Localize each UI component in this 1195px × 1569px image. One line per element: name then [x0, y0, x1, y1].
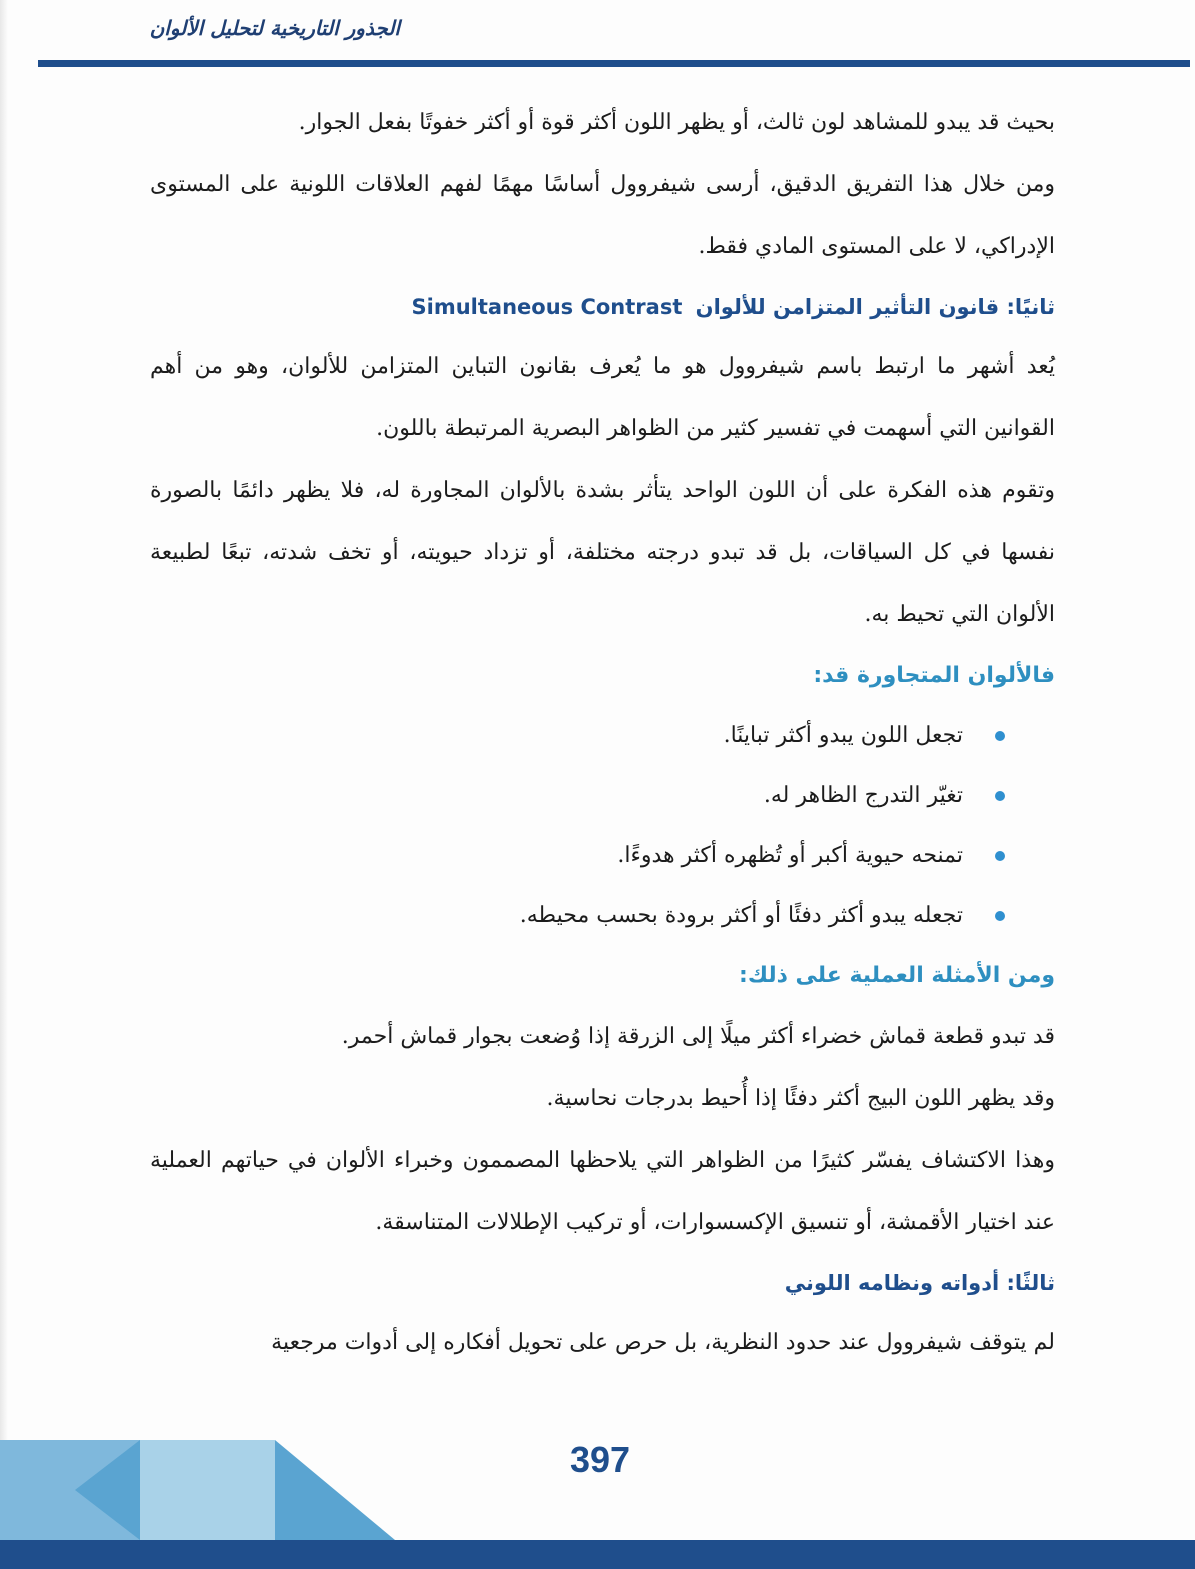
section-heading-3: ثالثًا: أدواته ونظامه اللوني	[784, 1271, 1055, 1295]
paragraph: قد تبدو قطعة قماش خضراء أكثر ميلًا إلى الزرقة إذا وُضعت بجوار قماش أحمر.	[341, 1024, 1055, 1049]
bullet-dot-icon	[995, 851, 1005, 861]
list-item-text: تمنحه حيوية أكبر أو تُظهره أكثر هدوءًا.	[617, 843, 963, 868]
list-item	[150, 706, 1055, 766]
section-heading-2-arabic: ثانيًا: قانون التأثير المتزامن للألوان	[695, 295, 1055, 319]
page-number: 397	[569, 1439, 631, 1480]
section-heading-2-english: Simultaneous Contrast	[411, 295, 683, 319]
paragraph: وهذا الاكتشاف يفسّر كثيرًا من الظواهر التي يلاحظها المصممون وخبراء الألوان في حياتهم العملية عند اختيار الأقمشة، أو تنسيق الإكسسوارات، أو تركيب الإطلالات المتناسقة.	[150, 1148, 1055, 1235]
paragraph: بحيث قد يبدو للمشاهد لون ثالث، أو يظهر اللون أكثر قوة أو أكثر خفوتًا بفعل الجوار.	[298, 110, 1055, 135]
list-item	[150, 766, 1055, 826]
bullet-dot-icon	[995, 791, 1005, 801]
header-rule	[38, 60, 1190, 67]
paragraph: وتقوم هذه الفكرة على أن اللون الواحد يتأثر بشدة بالألوان المجاورة له، فلا يظهر دائمًا بالصورة نفسها في كل السياقات، بل قد تبدو درجته مختلفة، أو تزداد حيويته، أو تخف شدته، تبعًا لطبيعة الألوان التي تحيط به.	[150, 478, 1055, 627]
list-item	[150, 886, 1055, 946]
list-item-text: تجعل اللون يبدو أكثر تباينًا.	[723, 723, 963, 748]
running-header: الجذور التاريخية لتحليل الألوان	[149, 16, 400, 40]
footer-band	[0, 1540, 1195, 1569]
paragraph: وقد يظهر اللون البيج أكثر دفئًا إذا أُحيط بدرجات نحاسية.	[546, 1086, 1055, 1111]
paragraph: لم يتوقف شيفروول عند حدود النظرية، بل حرص على تحويل أفكاره إلى أدوات مرجعية	[271, 1330, 1055, 1355]
subheading-examples: ومن الأمثلة العملية على ذلك:	[739, 963, 1055, 988]
list-item-text: تجعله يبدو أكثر دفئًا أو أكثر برودة بحسب محيطه.	[519, 903, 963, 928]
list-item	[150, 826, 1055, 886]
paragraph: يُعد أشهر ما ارتبط باسم شيفروول هو ما يُعرف بقانون التباين المتزامن للألوان، وهو من أهم القوانين التي أسهمت في تفسير كثير من الظواهر البصرية المرتبطة باللون.	[150, 354, 1055, 441]
list-item-text: تغيّر التدرج الظاهر له.	[763, 783, 963, 808]
section-heading-2	[150, 278, 1055, 336]
bullet-dot-icon	[995, 911, 1005, 921]
bullet-list	[150, 706, 1055, 946]
subheading-adjacent-colors: فالألوان المتجاورة قد:	[813, 663, 1055, 688]
page-body	[150, 92, 1055, 1374]
page-edge-shadow	[0, 0, 8, 1569]
footer-shape-light	[140, 1440, 275, 1540]
bullet-dot-icon	[995, 731, 1005, 741]
paragraph: ومن خلال هذا التفريق الدقيق، أرسى شيفروول أساسًا مهمًا لفهم العلاقات اللونية على المستوى الإدراكي، لا على المستوى المادي فقط.	[150, 172, 1055, 259]
